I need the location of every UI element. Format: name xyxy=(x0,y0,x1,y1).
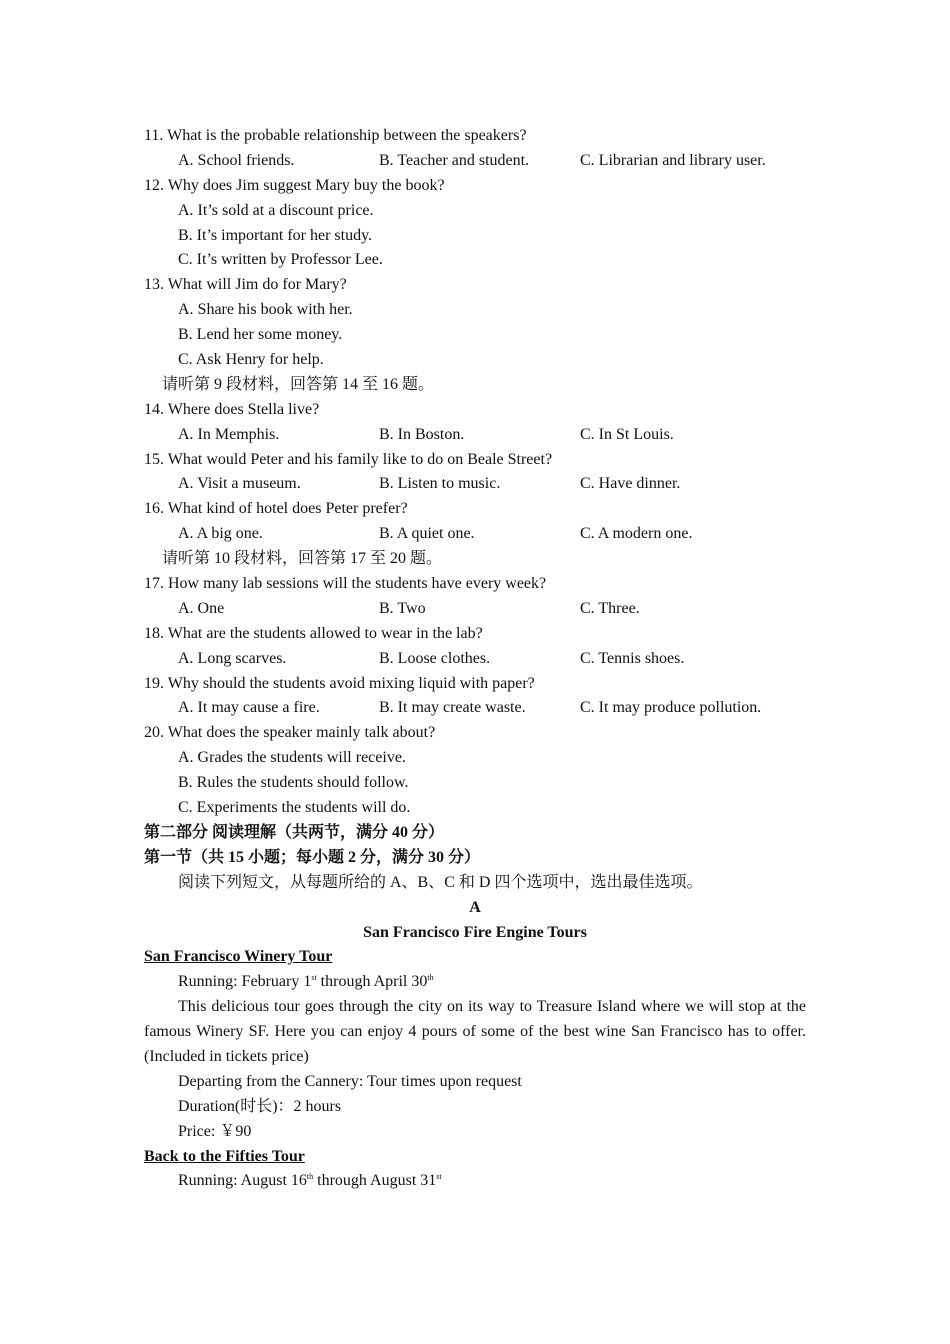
option-row xyxy=(144,647,806,672)
option-c: C. It may produce pollution. xyxy=(580,699,762,717)
tour1-duration: Duration(时长)：2 hours xyxy=(178,1097,342,1115)
option-row xyxy=(144,597,806,622)
option-b: B. Two xyxy=(379,599,426,617)
option-c: C. In St Louis. xyxy=(580,425,674,443)
option-a: A. Visit a museum. xyxy=(178,475,301,493)
option-row xyxy=(144,696,806,721)
passage-letter: A xyxy=(469,898,481,916)
section1-heading: 第一节（共 15 小题；每小题 2 分，满分 30 分） xyxy=(144,848,481,866)
tour2-running: Running: August 16th through August 31st xyxy=(178,1172,442,1190)
option-c: C. Experiments the students will do. xyxy=(178,799,411,817)
question-stem: 20. What does the speaker mainly talk about? xyxy=(144,724,436,742)
tour1-description: This delicious tour goes through the city on its way to Treasure Island where we will stop at the famous Winery SF. Here you can enjoy 4 pours of some of the best wine San Francisco has to offer. (Included in tickets price) xyxy=(144,998,806,1065)
question-stem: 13. What will Jim do for Mary? xyxy=(144,276,347,294)
exam-page xyxy=(144,124,806,1194)
option-row xyxy=(144,522,806,547)
tour1-running: Running: February 1st through April 30th xyxy=(178,973,434,991)
option-c: C. It’s written by Professor Lee. xyxy=(178,251,383,269)
passage-title: San Francisco Fire Engine Tours xyxy=(363,923,587,941)
option-a: A. It’s sold at a discount price. xyxy=(178,201,374,219)
tour1-title: San Francisco Winery Tour xyxy=(144,948,333,966)
part2-heading: 第二部分 阅读理解（共两节，满分 40 分） xyxy=(144,823,445,841)
listening-questions xyxy=(144,124,806,821)
option-b: B. Loose clothes. xyxy=(379,649,491,667)
option-c: C. Have dinner. xyxy=(580,475,681,493)
option-a: A. Share his book with her. xyxy=(178,301,353,319)
question-stem: 19. Why should the students avoid mixing liquid with paper? xyxy=(144,674,535,692)
section-note: 请听第 10 段材料，回答第 17 至 20 题。 xyxy=(162,550,443,568)
question-stem: 12. Why does Jim suggest Mary buy the book? xyxy=(144,176,445,194)
option-b: B. Listen to music. xyxy=(379,475,501,493)
option-c: C. Librarian and library user. xyxy=(580,151,766,169)
option-b: B. Lend her some money. xyxy=(178,326,343,344)
question-stem: 11. What is the probable relationship between the speakers? xyxy=(144,127,527,144)
option-b: B. It may create waste. xyxy=(379,699,526,717)
option-c: C. Ask Henry for help. xyxy=(178,351,324,369)
question-stem: 17. How many lab sessions will the students have every week? xyxy=(144,575,547,593)
option-b: B. In Boston. xyxy=(379,425,465,443)
option-b: B. Rules the students should follow. xyxy=(178,774,409,792)
tour2-title: Back to the Fifties Tour xyxy=(144,1147,305,1165)
tour1-departing: Departing from the Cannery: Tour times upon request xyxy=(178,1072,522,1090)
option-a: A. Grades the students will receive. xyxy=(178,749,406,767)
option-row xyxy=(144,472,806,497)
option-a: A. Long scarves. xyxy=(178,649,287,667)
option-c: C. Tennis shoes. xyxy=(580,649,685,667)
question-stem: 14. Where does Stella live? xyxy=(144,400,320,418)
tour1-price: Price: ￥90 xyxy=(178,1122,252,1140)
option-a: A. School friends. xyxy=(178,151,295,169)
option-b: B. Teacher and student. xyxy=(379,151,530,169)
option-row xyxy=(144,149,806,174)
option-a: A. In Memphis. xyxy=(178,425,280,443)
option-b: B. It’s important for her study. xyxy=(178,226,373,244)
option-b: B. A quiet one. xyxy=(379,525,475,543)
option-a: A. A big one. xyxy=(178,525,263,543)
question-stem: 16. What kind of hotel does Peter prefer? xyxy=(144,500,408,518)
option-c: C. Three. xyxy=(580,599,640,617)
question-stem: 18. What are the students allowed to wear in the lab? xyxy=(144,624,483,642)
section-note: 请听第 9 段材料，回答第 14 至 16 题。 xyxy=(162,375,435,393)
option-row xyxy=(144,423,806,448)
reading-instruction: 阅读下列短文，从每题所给的 A、B、C 和 D 四个选项中，选出最佳选项。 xyxy=(178,873,703,891)
option-a: A. One xyxy=(178,599,225,617)
option-a: A. It may cause a fire. xyxy=(178,699,320,717)
option-c: C. A modern one. xyxy=(580,525,693,543)
question-stem: 15. What would Peter and his family like to do on Beale Street? xyxy=(144,450,553,468)
